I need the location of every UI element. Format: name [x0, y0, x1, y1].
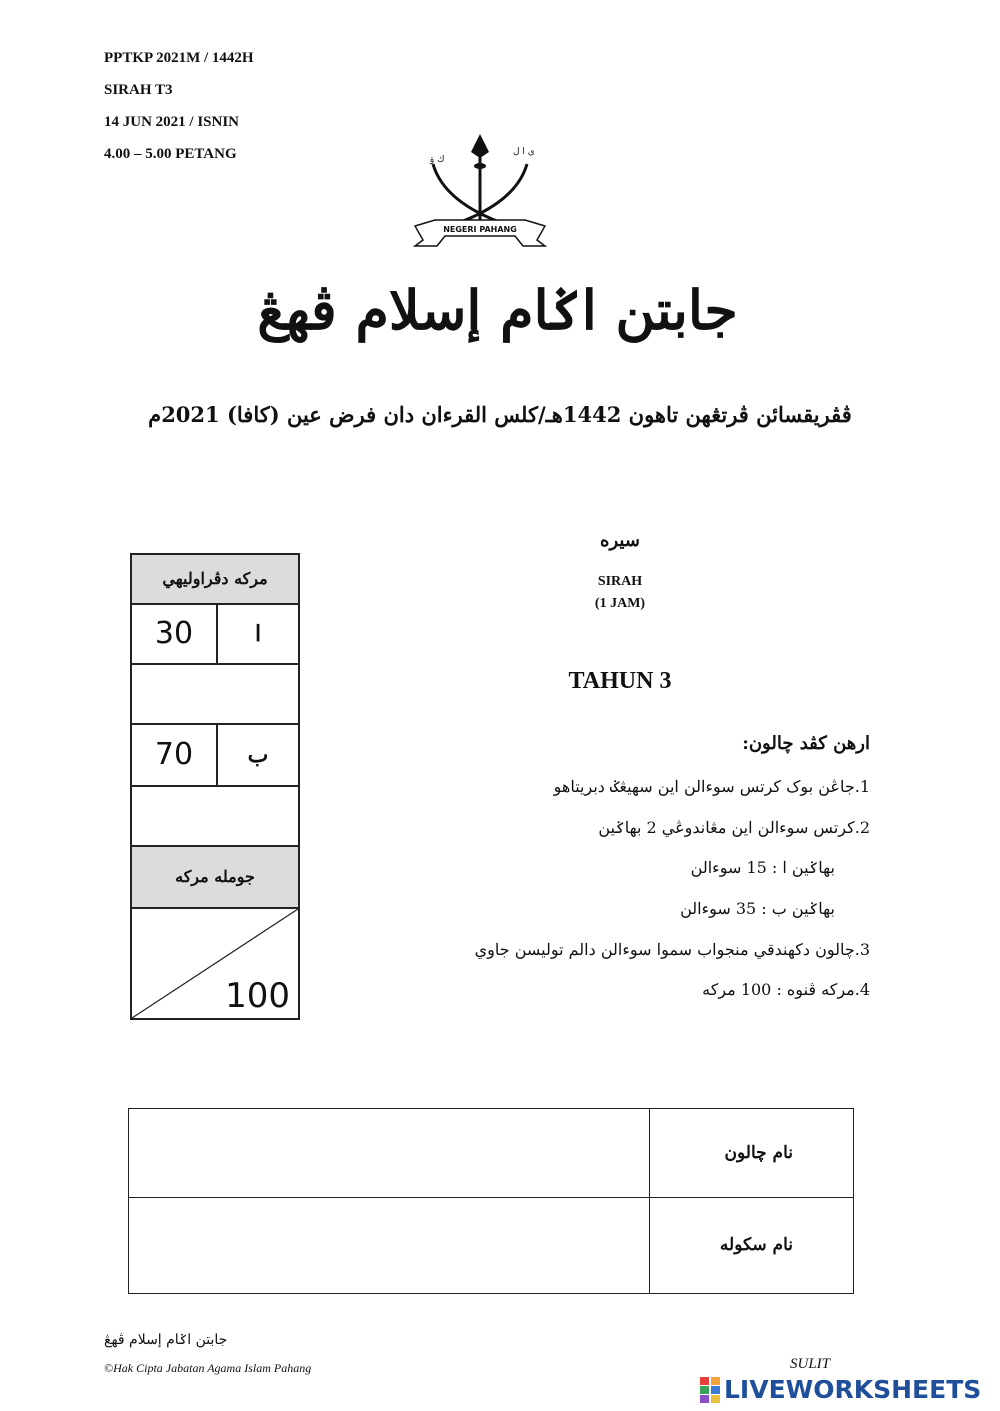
part-b-label: ب — [247, 742, 269, 768]
subject-rumi: SIRAH — [597, 574, 643, 589]
instruction-item: 4.مرکه ڤنوه : 100 مرکه — [702, 980, 870, 999]
liveworksheets-logo-icon — [700, 1377, 720, 1403]
candidate-name-field[interactable] — [129, 1109, 649, 1197]
part-a-label: ا — [254, 621, 262, 647]
emblem-banner-text: NEGERI PAHANG — [443, 225, 517, 234]
instruction-subitem: بهاݢين ا : 15 سوءالن — [690, 858, 835, 877]
marks-empty-row — [132, 665, 298, 725]
svg-text:ك ۏ: ك ۏ — [429, 155, 445, 165]
exam-code: PPTKP 2021M / 1442H — [104, 50, 254, 66]
school-name-field[interactable] — [129, 1197, 649, 1293]
instruction-subitem: بهاݢين ب : 35 سوءالن — [680, 899, 835, 918]
exam-title: ڤڤريقسائن ڤرتڠهن تاهون 1442هـ/كلس القرءان دان فرض عين (كافا) 2021م — [148, 402, 852, 427]
subject-jawi: سيره — [600, 530, 640, 551]
score-part-a: 30 — [132, 605, 218, 663]
exam-time: 4.00 – 5.00 PETANG — [104, 146, 237, 162]
liveworksheets-text: LIVEWORKSHEETS — [724, 1375, 982, 1404]
footer-department: جابتن اݢام إسلام ڤهڠ — [104, 1332, 228, 1348]
department-calligraphy — [235, 258, 760, 388]
instructions-title: ارهن كڤد چالون: — [742, 733, 870, 754]
marks-row-a — [132, 605, 298, 665]
copyright-text: ©Hak Cipta Jabatan Agama Islam Pahang — [104, 1361, 312, 1375]
sulit-label: SULIT — [790, 1356, 831, 1372]
instruction-item: 3.چالون دکهندقي منجواب سموا سوءالن دالم توليسن جاوي — [474, 940, 870, 959]
instruction-item: 1.جاڠن بوک کرتس سوءالن اين سهيڠݢ دبريتاهو — [553, 777, 870, 796]
marks-row-b — [132, 725, 298, 787]
total-marks-value: 100 — [225, 976, 290, 1016]
exam-duration: (1 JAM) — [594, 596, 646, 611]
year-level: TAHUN 3 — [568, 668, 672, 694]
svg-text:ي ا ل: ي ا ل — [513, 147, 535, 157]
pahang-emblem — [405, 128, 555, 258]
total-marks-header: جومله مرکه — [132, 847, 298, 909]
instruction-item: 2.کرتس سوءالن اين مڠاندوڠي 2 بهاݢين — [598, 818, 870, 837]
school-name-label: نام سکوله — [649, 1197, 853, 1293]
subject-code: SIRAH T3 — [104, 82, 173, 98]
marks-header: مرکه دڤراوليهي — [132, 555, 298, 605]
marks-table — [130, 553, 300, 1020]
exam-date: 14 JUN 2021 / ISNIN — [104, 114, 240, 130]
marks-empty-row — [132, 787, 298, 847]
score-part-b: 70 — [132, 725, 218, 785]
department-name: جابتن اݢام إسلام ڤهڠ — [257, 278, 738, 342]
candidate-info-table — [128, 1108, 854, 1294]
total-marks-cell — [132, 909, 298, 1018]
candidate-name-label: نام چالون — [649, 1109, 853, 1197]
liveworksheets-watermark — [700, 1375, 981, 1404]
